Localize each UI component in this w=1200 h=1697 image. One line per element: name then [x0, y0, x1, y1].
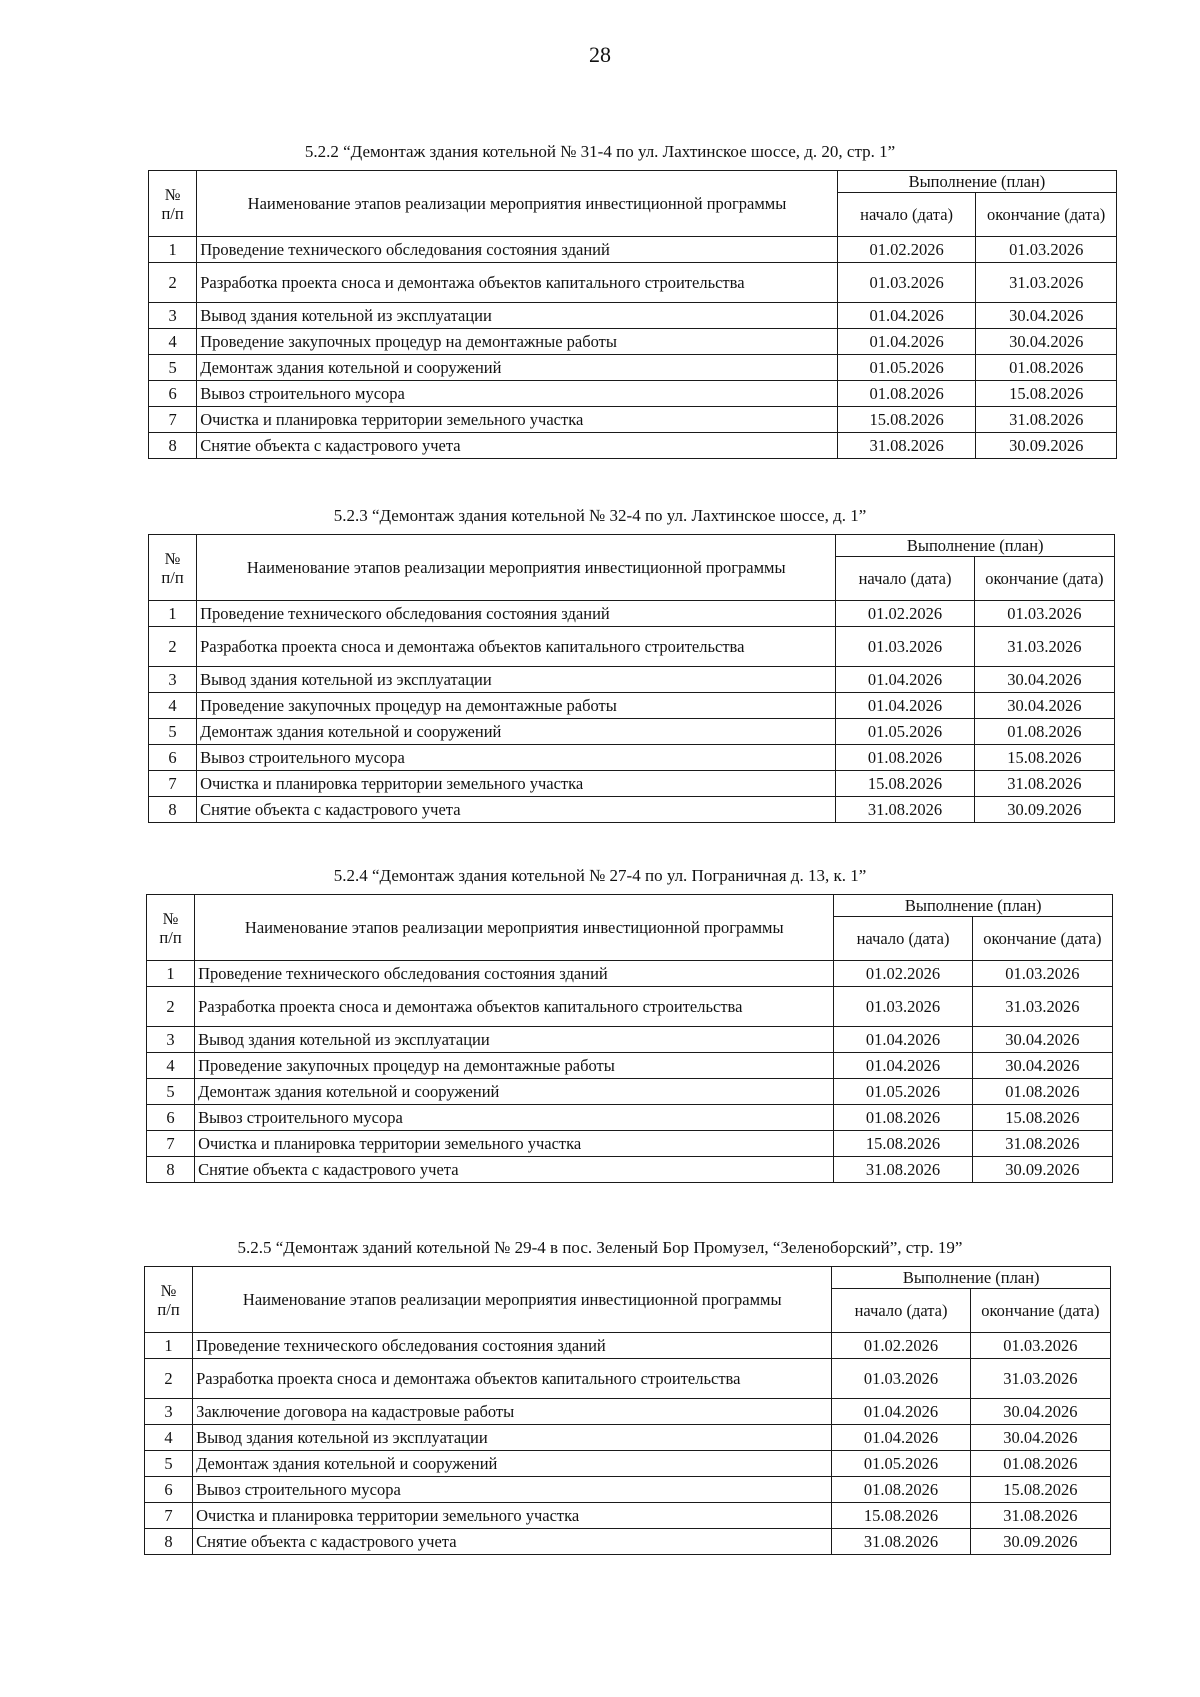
- table-row: [147, 1131, 1113, 1157]
- table-row: [145, 1399, 1111, 1425]
- table-row: [149, 329, 1117, 355]
- start-date: 15.08.2026: [837, 407, 976, 433]
- table-row: [149, 693, 1115, 719]
- end-date: 30.09.2026: [970, 1529, 1110, 1555]
- column-header-stage: Наименование этапов реализации мероприятия инвестиционной программы: [197, 171, 838, 237]
- end-date: 30.09.2026: [974, 797, 1114, 823]
- end-date: 01.08.2026: [974, 719, 1114, 745]
- row-number: 3: [145, 1399, 193, 1425]
- table-header-row: [149, 535, 1115, 557]
- row-number: 7: [145, 1503, 193, 1529]
- column-header-number: [145, 1267, 193, 1333]
- row-number: 8: [145, 1529, 193, 1555]
- end-date: 30.09.2026: [972, 1157, 1112, 1183]
- stage-name: Проведение закупочных процедур на демонтажные работы: [197, 329, 838, 355]
- end-date: 15.08.2026: [974, 745, 1114, 771]
- table-row: [149, 381, 1117, 407]
- end-date: 31.08.2026: [972, 1131, 1112, 1157]
- end-date: 01.03.2026: [970, 1333, 1110, 1359]
- stage-name: Разработка проекта сноса и демонтажа объектов капитального строительства: [197, 263, 838, 303]
- column-header-execution: Выполнение (план): [834, 895, 1113, 917]
- column-header-number-symbol: №: [164, 548, 181, 568]
- table-row: [145, 1451, 1111, 1477]
- stage-name: Проведение технического обследования состояния зданий: [195, 961, 834, 987]
- row-number: 3: [149, 667, 197, 693]
- end-date: 30.04.2026: [970, 1425, 1110, 1451]
- start-date: 01.08.2026: [837, 381, 976, 407]
- column-header-stage: Наименование этапов реализации мероприятия инвестиционной программы: [195, 895, 834, 961]
- start-date: 01.02.2026: [834, 961, 972, 987]
- column-header-number-symbol: №: [164, 184, 181, 204]
- stage-name: Проведение технического обследования состояния зданий: [197, 237, 838, 263]
- table-row: [149, 797, 1115, 823]
- section-caption: 5.2.4 “Демонтаж здания котельной № 27-4 по ул. Пограничная д. 13, к. 1”: [333, 866, 867, 885]
- start-date: 01.04.2026: [832, 1399, 970, 1425]
- end-date: 31.08.2026: [970, 1503, 1110, 1529]
- stage-name: Разработка проекта сноса и демонтажа объектов капитального строительства: [195, 987, 834, 1027]
- row-number: 7: [149, 771, 197, 797]
- table-row: [147, 1105, 1113, 1131]
- schedule-table: [146, 894, 1113, 1183]
- start-date: 01.05.2026: [832, 1451, 970, 1477]
- end-date: 01.03.2026: [972, 961, 1112, 987]
- start-date: 01.04.2026: [837, 329, 976, 355]
- row-number: 7: [149, 407, 197, 433]
- row-number: 8: [149, 433, 197, 459]
- table-row: [149, 771, 1115, 797]
- column-header-execution: Выполнение (план): [836, 535, 1115, 557]
- table-row: [147, 1053, 1113, 1079]
- column-header-number: [149, 171, 197, 237]
- stage-name: Очистка и планировка территории земельного участка: [197, 407, 838, 433]
- start-date: 15.08.2026: [836, 771, 974, 797]
- stage-name: Снятие объекта с кадастрового учета: [197, 797, 836, 823]
- table-row: [149, 433, 1117, 459]
- column-header-number-abbr: п/п: [157, 1299, 180, 1319]
- row-number: 6: [145, 1477, 193, 1503]
- row-number: 3: [149, 303, 197, 329]
- start-date: 01.08.2026: [834, 1105, 972, 1131]
- stage-name: Разработка проекта сноса и демонтажа объектов капитального строительства: [193, 1359, 832, 1399]
- page-number: 28: [589, 42, 611, 67]
- column-header-execution: Выполнение (план): [832, 1267, 1111, 1289]
- table-header-row: [149, 171, 1117, 193]
- start-date: 01.08.2026: [836, 745, 974, 771]
- start-date: 01.05.2026: [836, 719, 974, 745]
- column-header-start: начало (дата): [834, 917, 972, 961]
- column-header-number: [149, 535, 197, 601]
- start-date: 15.08.2026: [834, 1131, 972, 1157]
- stage-name: Вывоз строительного мусора: [197, 381, 838, 407]
- row-number: 6: [149, 381, 197, 407]
- column-header-number-abbr: п/п: [159, 927, 182, 947]
- schedule-table: [144, 1266, 1111, 1555]
- row-number: 1: [145, 1333, 193, 1359]
- end-date: 30.04.2026: [976, 329, 1117, 355]
- stage-name: Снятие объекта с кадастрового учета: [193, 1529, 832, 1555]
- row-number: 5: [149, 719, 197, 745]
- row-number: 2: [145, 1359, 193, 1399]
- schedule-table: [148, 534, 1115, 823]
- end-date: 15.08.2026: [976, 381, 1117, 407]
- table-row: [145, 1529, 1111, 1555]
- stage-name: Проведение закупочных процедур на демонтажные работы: [195, 1053, 834, 1079]
- row-number: 2: [149, 627, 197, 667]
- table-row: [149, 601, 1115, 627]
- end-date: 15.08.2026: [972, 1105, 1112, 1131]
- start-date: 01.03.2026: [834, 987, 972, 1027]
- row-number: 4: [149, 693, 197, 719]
- start-date: 01.03.2026: [832, 1359, 970, 1399]
- start-date: 01.04.2026: [834, 1027, 972, 1053]
- start-date: 01.05.2026: [834, 1079, 972, 1105]
- stage-name: Демонтаж здания котельной и сооружений: [195, 1079, 834, 1105]
- row-number: 7: [147, 1131, 195, 1157]
- stage-name: Демонтаж здания котельной и сооружений: [197, 719, 836, 745]
- row-number: 5: [145, 1451, 193, 1477]
- end-date: 30.04.2026: [972, 1053, 1112, 1079]
- table-row: [149, 303, 1117, 329]
- stage-name: Очистка и планировка территории земельного участка: [197, 771, 836, 797]
- column-header-end: окончание (дата): [976, 193, 1117, 237]
- stage-name: Очистка и планировка территории земельного участка: [193, 1503, 832, 1529]
- table-row: [145, 1333, 1111, 1359]
- start-date: 01.04.2026: [837, 303, 976, 329]
- column-header-end: окончание (дата): [974, 557, 1114, 601]
- column-header-execution: Выполнение (план): [837, 171, 1116, 193]
- row-number: 4: [147, 1053, 195, 1079]
- end-date: 31.03.2026: [970, 1359, 1110, 1399]
- end-date: 30.04.2026: [972, 1027, 1112, 1053]
- end-date: 31.03.2026: [974, 627, 1114, 667]
- column-header-stage: Наименование этапов реализации мероприятия инвестиционной программы: [193, 1267, 832, 1333]
- end-date: 30.04.2026: [974, 693, 1114, 719]
- end-date: 31.03.2026: [972, 987, 1112, 1027]
- row-number: 6: [147, 1105, 195, 1131]
- stage-name: Вывод здания котельной из эксплуатации: [195, 1027, 834, 1053]
- stage-name: Разработка проекта сноса и демонтажа объектов капитального строительства: [197, 627, 836, 667]
- row-number: 8: [147, 1157, 195, 1183]
- start-date: 01.02.2026: [837, 237, 976, 263]
- stage-name: Вывоз строительного мусора: [195, 1105, 834, 1131]
- table-row: [149, 745, 1115, 771]
- end-date: 30.04.2026: [974, 667, 1114, 693]
- column-header-start: начало (дата): [836, 557, 974, 601]
- table-row: [145, 1359, 1111, 1399]
- table-row: [147, 1157, 1113, 1183]
- column-header-number-symbol: №: [162, 908, 179, 928]
- table-row: [149, 407, 1117, 433]
- stage-name: Вывод здания котельной из эксплуатации: [193, 1425, 832, 1451]
- column-header-end: окончание (дата): [970, 1289, 1110, 1333]
- row-number: 2: [147, 987, 195, 1027]
- row-number: 2: [149, 263, 197, 303]
- stage-name: Очистка и планировка территории земельного участка: [195, 1131, 834, 1157]
- start-date: 01.03.2026: [837, 263, 976, 303]
- start-date: 01.02.2026: [836, 601, 974, 627]
- start-date: 31.08.2026: [834, 1157, 972, 1183]
- section-caption: 5.2.3 “Демонтаж здания котельной № 32-4 по ул. Лахтинское шоссе, д. 1”: [333, 506, 867, 525]
- stage-name: Проведение технического обследования состояния зданий: [193, 1333, 832, 1359]
- stage-name: Снятие объекта с кадастрового учета: [195, 1157, 834, 1183]
- end-date: 30.09.2026: [976, 433, 1117, 459]
- column-header-number-abbr: п/п: [161, 203, 184, 223]
- stage-name: Вывод здания котельной из эксплуатации: [197, 303, 838, 329]
- row-number: 4: [149, 329, 197, 355]
- stage-name: Проведение технического обследования состояния зданий: [197, 601, 836, 627]
- table-row: [145, 1425, 1111, 1451]
- table-row: [147, 1079, 1113, 1105]
- stage-name: Заключение договора на кадастровые работы: [193, 1399, 832, 1425]
- end-date: 01.03.2026: [974, 601, 1114, 627]
- end-date: 01.08.2026: [970, 1451, 1110, 1477]
- row-number: 5: [149, 355, 197, 381]
- row-number: 8: [149, 797, 197, 823]
- row-number: 1: [147, 961, 195, 987]
- row-number: 1: [149, 237, 197, 263]
- stage-name: Снятие объекта с кадастрового учета: [197, 433, 838, 459]
- column-header-stage: Наименование этапов реализации мероприятия инвестиционной программы: [197, 535, 836, 601]
- end-date: 01.08.2026: [976, 355, 1117, 381]
- end-date: 31.03.2026: [976, 263, 1117, 303]
- end-date: 31.08.2026: [974, 771, 1114, 797]
- section-caption: 5.2.5 “Демонтаж зданий котельной № 29-4 в пос. Зеленый Бор Промузел, “Зеленоборский”, стр. 19”: [237, 1238, 963, 1257]
- column-header-start: начало (дата): [832, 1289, 970, 1333]
- start-date: 01.04.2026: [834, 1053, 972, 1079]
- row-number: 1: [149, 601, 197, 627]
- schedule-table: [148, 170, 1117, 459]
- table-row: [147, 961, 1113, 987]
- table-row: [149, 237, 1117, 263]
- start-date: 01.08.2026: [832, 1477, 970, 1503]
- start-date: 31.08.2026: [832, 1529, 970, 1555]
- end-date: 31.08.2026: [976, 407, 1117, 433]
- end-date: 15.08.2026: [970, 1477, 1110, 1503]
- table-row: [145, 1477, 1111, 1503]
- table-row: [147, 987, 1113, 1027]
- start-date: 15.08.2026: [832, 1503, 970, 1529]
- stage-name: Проведение закупочных процедур на демонтажные работы: [197, 693, 836, 719]
- start-date: 01.04.2026: [832, 1425, 970, 1451]
- table-row: [149, 355, 1117, 381]
- stage-name: Демонтаж здания котельной и сооружений: [193, 1451, 832, 1477]
- start-date: 01.03.2026: [836, 627, 974, 667]
- end-date: 01.08.2026: [972, 1079, 1112, 1105]
- table-header-row: [145, 1267, 1111, 1289]
- row-number: 6: [149, 745, 197, 771]
- start-date: 01.02.2026: [832, 1333, 970, 1359]
- table-row: [147, 1027, 1113, 1053]
- table-row: [149, 719, 1115, 745]
- start-date: 01.04.2026: [836, 693, 974, 719]
- table-row: [149, 667, 1115, 693]
- row-number: 3: [147, 1027, 195, 1053]
- column-header-number-abbr: п/п: [161, 567, 184, 587]
- column-header-end: окончание (дата): [972, 917, 1112, 961]
- table-header-row: [147, 895, 1113, 917]
- row-number: 4: [145, 1425, 193, 1451]
- end-date: 30.04.2026: [970, 1399, 1110, 1425]
- stage-name: Вывоз строительного мусора: [197, 745, 836, 771]
- start-date: 01.04.2026: [836, 667, 974, 693]
- start-date: 31.08.2026: [836, 797, 974, 823]
- end-date: 01.03.2026: [976, 237, 1117, 263]
- table-row: [145, 1503, 1111, 1529]
- stage-name: Вывод здания котельной из эксплуатации: [197, 667, 836, 693]
- row-number: 5: [147, 1079, 195, 1105]
- section-caption: 5.2.2 “Демонтаж здания котельной № 31-4 по ул. Лахтинское шоссе, д. 20, стр. 1”: [304, 142, 896, 161]
- start-date: 01.05.2026: [837, 355, 976, 381]
- column-header-number: [147, 895, 195, 961]
- stage-name: Вывоз строительного мусора: [193, 1477, 832, 1503]
- start-date: 31.08.2026: [837, 433, 976, 459]
- stage-name: Демонтаж здания котельной и сооружений: [197, 355, 838, 381]
- table-row: [149, 263, 1117, 303]
- end-date: 30.04.2026: [976, 303, 1117, 329]
- column-header-start: начало (дата): [837, 193, 976, 237]
- table-row: [149, 627, 1115, 667]
- column-header-number-symbol: №: [160, 1280, 177, 1300]
